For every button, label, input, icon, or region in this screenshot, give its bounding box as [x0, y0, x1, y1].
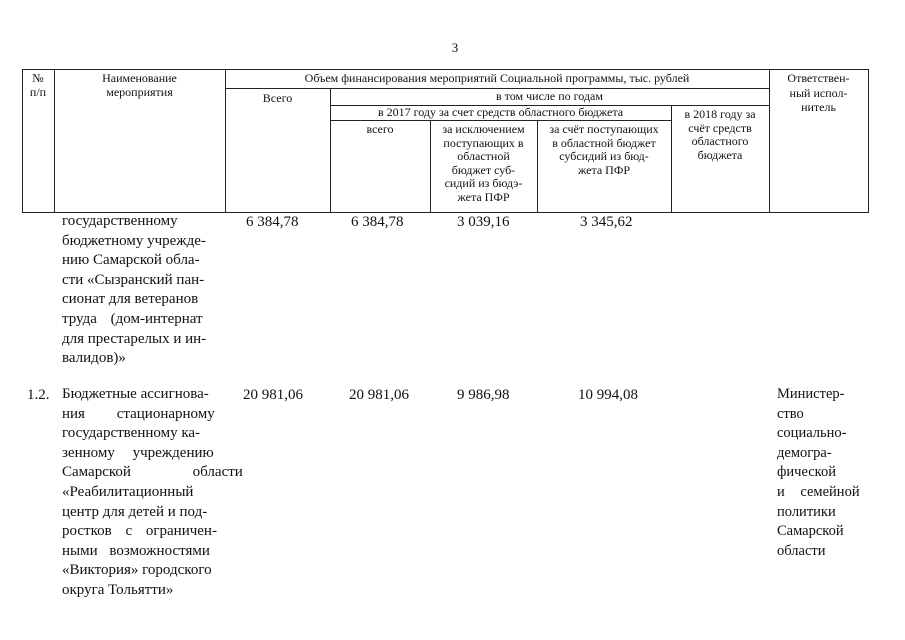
row-2017-all: 6 384,78 [351, 214, 404, 230]
header-col-name: Наименование мероприятия [102, 71, 177, 99]
header-col-2017-excl: за исключением поступающих в областной бюджет суб- сидий из бюдэ- жета ПФР [442, 122, 525, 204]
row-total: 20 981,06 [243, 387, 303, 403]
row-2017-all: 20 981,06 [349, 387, 409, 403]
row-name: государственному бюджетному учрежде- нию Самарской обла- сти «Сызранский пан- сионат для ветеранов труда (дом-интернат для престарелых и ин- валидов)» [62, 213, 207, 367]
page-number: 3 [451, 40, 459, 55]
row-2017-pfr: 10 994,08 [578, 387, 638, 403]
row-responsible: Министер- ство социально- демогра- фической и семейной политики Самарской области [777, 386, 860, 559]
row-name: Бюджетные ассигнова- ния стационарному государственному ка- зенному учреждению Самарской области «Реабилитационный центр для детей и под- ростков с ограничен- ными возможностями «Виктория» городского округа Тольятти» [62, 386, 243, 598]
row-number: 1.2. [27, 387, 50, 403]
row-total: 6 384,78 [246, 214, 299, 230]
header-col-2017-all: всего [366, 122, 394, 136]
header-col-by-years: в том числе по годам [496, 89, 603, 103]
header-col-2018: в 2018 году за счёт средств областного бюджета [684, 107, 756, 162]
row-2017-excl: 9 986,98 [457, 387, 510, 403]
header-col-responsible: Ответствен- ный испол- нитель [787, 71, 850, 114]
row-2017-excl: 3 039,16 [457, 214, 510, 230]
header-col-volume: Объем финансирования мероприятий Социальной программы, тыс. рублей [304, 71, 690, 85]
header-col-2017: в 2017 году за счет средств областного бюджета [377, 105, 624, 119]
header-col-no: № п/п [29, 71, 47, 99]
header-col-2017-pfr: за счёт поступающих в областной бюджет субсидий из бюд- жета ПФР [549, 122, 659, 177]
row-2017-pfr: 3 345,62 [580, 214, 633, 230]
header-col-total: Всего [262, 91, 293, 105]
